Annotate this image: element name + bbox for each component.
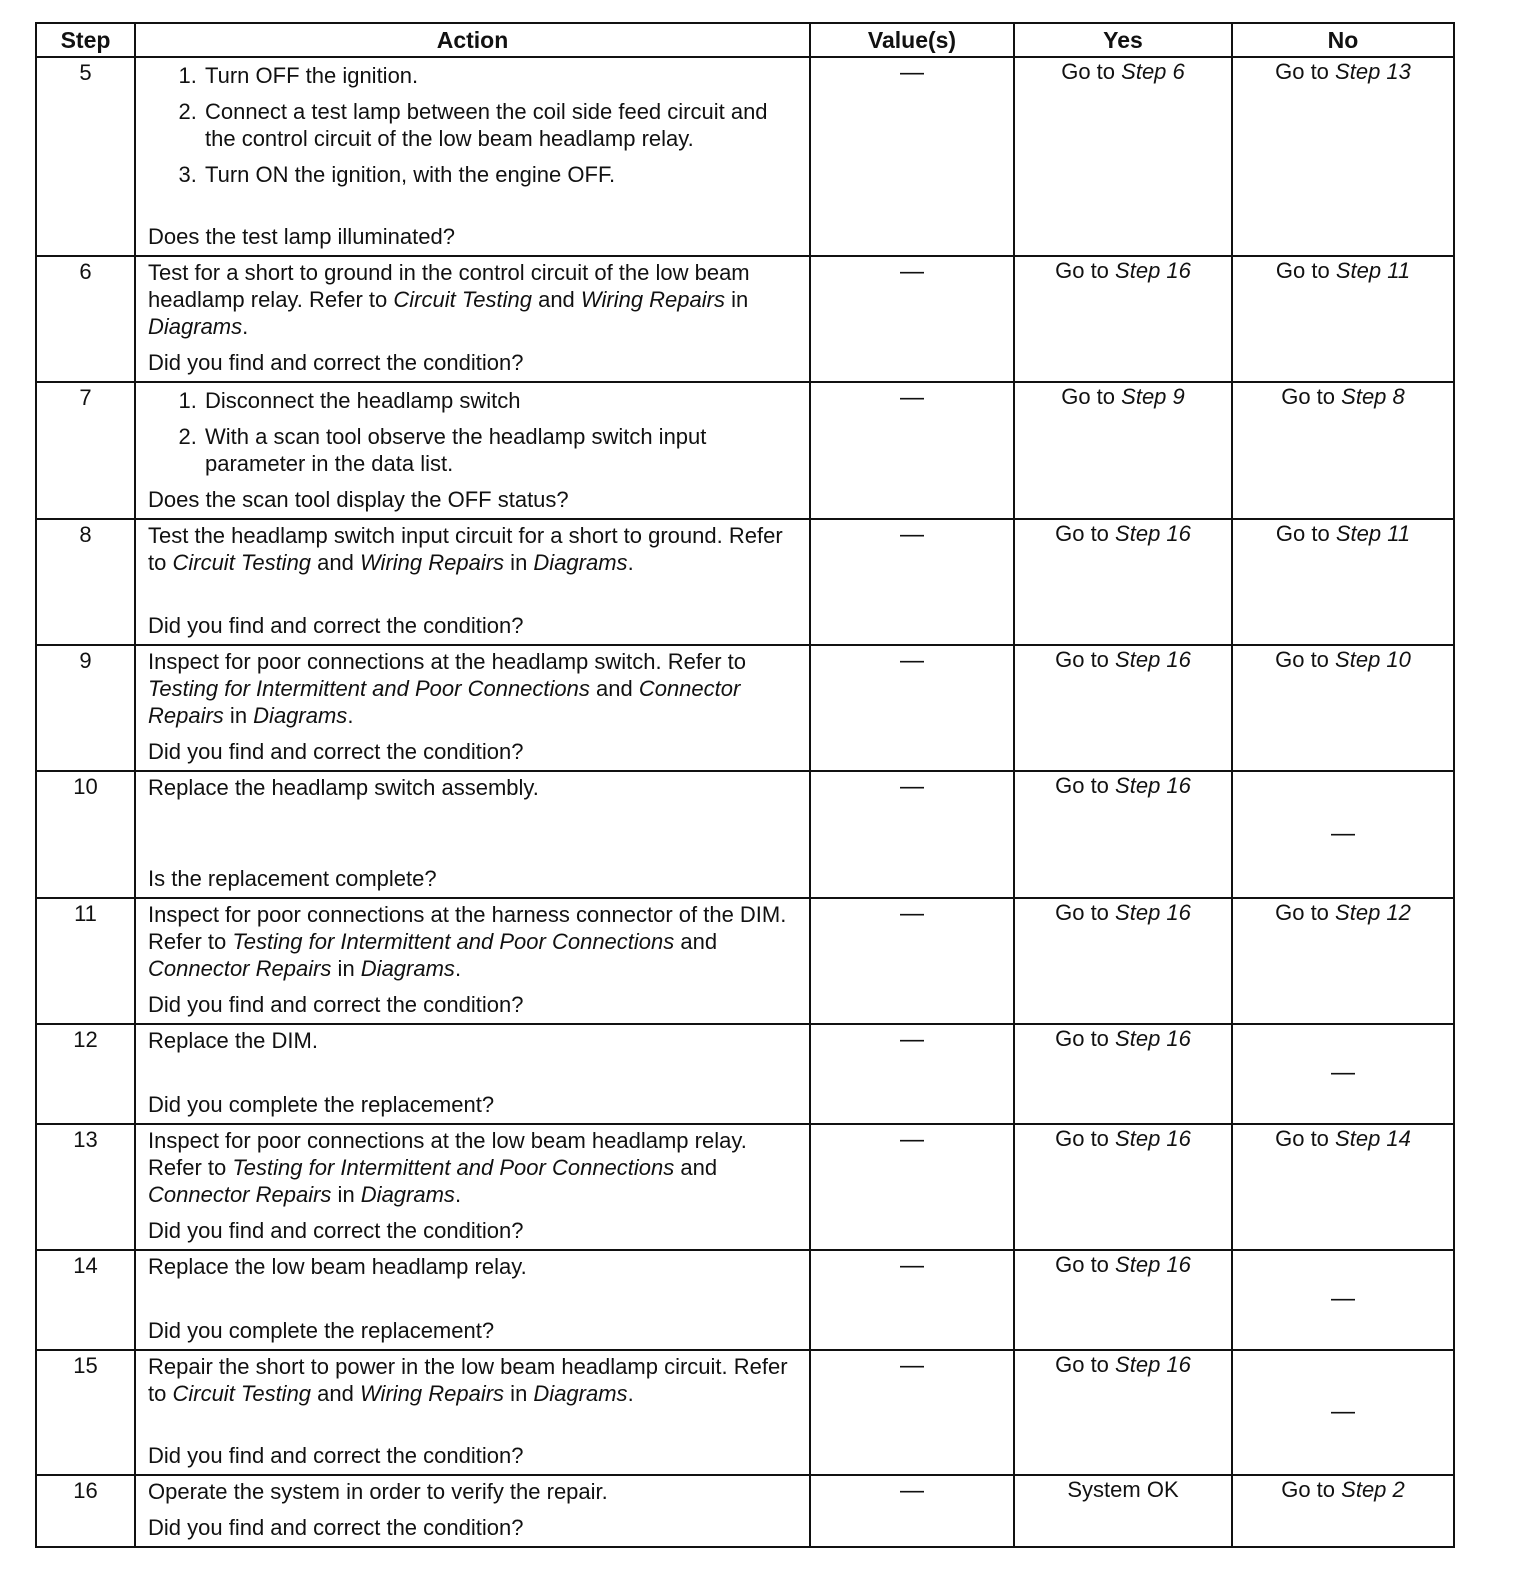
reference-link-text: Connector Repairs <box>148 956 332 981</box>
reference-link-text: Diagrams <box>360 956 455 981</box>
action-content <box>148 901 801 1018</box>
no-target-step: Step 14 <box>1335 1126 1411 1151</box>
no-cell <box>1232 1350 1454 1475</box>
action-question: Is the replacement complete? <box>148 866 437 891</box>
value-cell: — <box>810 382 1014 519</box>
step-number: 5 <box>36 57 135 256</box>
action-text-segment: in <box>504 1381 534 1406</box>
action-text <box>148 774 801 801</box>
go-to-label: Go to <box>1055 647 1109 672</box>
action-text-segment: in <box>223 703 254 728</box>
no-cell <box>1232 1124 1454 1250</box>
action-text-segment: Replace the low beam headlamp relay. <box>148 1254 527 1279</box>
action-question: Did you complete the replacement? <box>148 1318 495 1343</box>
no-result-text: — <box>1331 1285 1355 1312</box>
no-cell <box>1232 382 1454 519</box>
action-text-segment: . <box>347 703 354 728</box>
go-to-label: Go to <box>1275 1126 1329 1151</box>
no-result-text: — <box>1331 1397 1355 1425</box>
action-text-segment: . <box>242 314 249 339</box>
go-to-label: Go to <box>1275 258 1330 283</box>
no-cell <box>1232 57 1454 256</box>
action-text <box>148 648 801 729</box>
table-row <box>36 645 1454 771</box>
numbered-step: 2. With a scan tool observe the headlamp switch input parameter in the data list. <box>203 423 801 477</box>
header-step: Step <box>36 23 135 57</box>
action-instructions <box>148 774 801 801</box>
no-result-text: — <box>1331 1059 1355 1086</box>
go-to-label: Go to <box>1275 647 1329 672</box>
step-number: 6 <box>36 256 135 382</box>
value-cell: — <box>810 1024 1014 1124</box>
header-no: No <box>1232 23 1454 57</box>
action-content <box>148 774 801 892</box>
action-instructions <box>148 385 801 486</box>
go-to-label: Go to <box>1275 59 1329 84</box>
no-target-step: Step 13 <box>1335 59 1411 84</box>
action-question: Did you find and correct the condition? <box>148 1515 524 1540</box>
action-text-segment: Inspect for poor connections at the harness connector of the DIM. Refer to <box>148 902 787 954</box>
action-text-segment: . <box>454 1182 462 1207</box>
no-result-text: — <box>1331 819 1355 847</box>
action-text-segment: Test the headlamp switch input circuit for a short to ground. Refer to <box>148 523 783 575</box>
reference-link-text: Diagrams <box>148 314 243 339</box>
action-cell <box>135 1475 810 1547</box>
yes-cell <box>1014 382 1232 519</box>
step-number: 14 <box>36 1250 135 1350</box>
action-cell <box>135 1250 810 1350</box>
action-cell <box>135 645 810 771</box>
value-cell: — <box>810 1124 1014 1250</box>
numbered-step: 1. Turn OFF the ignition. <box>203 62 801 89</box>
action-content <box>148 1353 801 1469</box>
value-cell: — <box>810 1350 1014 1475</box>
action-text <box>148 1127 801 1208</box>
header-yes: Yes <box>1014 23 1232 57</box>
action-cell <box>135 1350 810 1475</box>
action-text-segment: and <box>311 550 360 575</box>
yes-cell <box>1014 898 1232 1024</box>
step-number: 15 <box>36 1350 135 1475</box>
go-to-label: Go to <box>1275 900 1329 925</box>
yes-cell <box>1014 256 1232 382</box>
table-row <box>36 519 1454 645</box>
action-content <box>148 1027 801 1118</box>
action-text-segment: Replace the headlamp switch assembly. <box>148 775 539 800</box>
step-number: 12 <box>36 1024 135 1124</box>
yes-target-step: Step 16 <box>1115 647 1191 672</box>
yes-target-step: Step 16 <box>1115 1252 1191 1277</box>
yes-target-step: Step 16 <box>1115 1352 1191 1377</box>
table-row <box>36 1475 1454 1547</box>
table-row <box>36 1024 1454 1124</box>
action-content <box>148 1253 801 1344</box>
action-text-segment: Inspect for poor connections at the low beam headlamp relay. Refer to <box>148 1128 747 1180</box>
reference-link-text: Diagrams <box>360 1182 455 1207</box>
go-to-label: Go to <box>1275 521 1330 546</box>
action-text-segment: in <box>331 956 361 981</box>
value-cell: — <box>810 1250 1014 1350</box>
action-text-segment: Replace the DIM. <box>148 1028 318 1053</box>
yes-cell <box>1014 1124 1232 1250</box>
action-cell <box>135 256 810 382</box>
action-text <box>148 259 801 340</box>
step-number: 10 <box>36 771 135 898</box>
action-content <box>148 648 801 765</box>
action-instructions <box>148 259 801 340</box>
no-target-step: Step 11 <box>1335 258 1411 283</box>
action-text <box>148 1253 801 1280</box>
no-target-step: Step 11 <box>1335 521 1411 546</box>
numbered-step: 3. Turn ON the ignition, with the engine OFF. <box>203 161 801 188</box>
step-number: 11 <box>36 898 135 1024</box>
no-target-step: Step 2 <box>1341 1477 1405 1502</box>
action-cell <box>135 519 810 645</box>
yes-cell <box>1014 645 1232 771</box>
reference-link-text: Testing for Intermittent and Poor Connections <box>232 929 675 954</box>
action-cell <box>135 1024 810 1124</box>
no-target-step: Step 12 <box>1335 900 1411 925</box>
step-number: 16 <box>36 1475 135 1547</box>
diagnostic-table <box>35 22 1455 1548</box>
yes-target-step: Step 16 <box>1115 900 1191 925</box>
numbered-steps <box>148 62 801 188</box>
action-question: Did you complete the replacement? <box>148 1092 495 1117</box>
action-content <box>148 259 801 376</box>
action-cell <box>135 1124 810 1250</box>
action-content <box>148 60 801 250</box>
action-text-segment: and <box>589 676 639 701</box>
step-number: 7 <box>36 382 135 519</box>
action-text-segment: in <box>504 550 534 575</box>
value-cell: — <box>810 256 1014 382</box>
yes-cell <box>1014 57 1232 256</box>
action-question: Did you find and correct the condition? <box>148 992 524 1017</box>
action-text-segment: . <box>627 550 634 575</box>
value-cell: — <box>810 771 1014 898</box>
value-cell: — <box>810 898 1014 1024</box>
action-question: Did you find and correct the condition? <box>148 1443 524 1468</box>
reference-link-text: Wiring Repairs <box>580 287 725 312</box>
reference-link-text: Wiring Repairs <box>359 550 505 575</box>
go-to-label: Go to <box>1055 1026 1109 1051</box>
action-text <box>148 1353 801 1407</box>
table-row <box>36 57 1454 256</box>
action-instructions <box>148 1027 801 1054</box>
no-cell <box>1232 898 1454 1024</box>
yes-cell <box>1014 519 1232 645</box>
go-to-label: Go to <box>1055 1352 1109 1377</box>
reference-link-text: Diagrams <box>533 1381 628 1406</box>
go-to-label: Go to <box>1281 1477 1336 1502</box>
go-to-label: Go to <box>1055 1126 1109 1151</box>
yes-target-step: Step 6 <box>1121 59 1185 84</box>
step-number: 8 <box>36 519 135 645</box>
reference-link-text: Circuit Testing <box>172 1381 312 1406</box>
table-row <box>36 771 1454 898</box>
no-cell <box>1232 256 1454 382</box>
action-text-segment: Operate the system in order to verify the repair. <box>148 1479 608 1504</box>
action-content <box>148 522 801 639</box>
table-row <box>36 898 1454 1024</box>
action-question: Did you find and correct the condition? <box>148 350 524 375</box>
numbered-step: 1. Disconnect the headlamp switch <box>203 387 801 414</box>
action-cell <box>135 57 810 256</box>
action-text-segment: in <box>724 287 749 312</box>
action-text-segment: in <box>331 1182 361 1207</box>
go-to-label: Go to <box>1281 384 1336 409</box>
action-text <box>148 1478 801 1505</box>
table-row <box>36 382 1454 519</box>
go-to-label: Go to <box>1055 900 1109 925</box>
yes-target-step: Step 9 <box>1121 384 1185 409</box>
yes-cell <box>1014 1475 1232 1547</box>
reference-link-text: Connector Repairs <box>148 676 741 728</box>
no-target-step: Step 10 <box>1335 647 1411 672</box>
value-cell: — <box>810 645 1014 771</box>
table-row <box>36 1250 1454 1350</box>
action-text <box>148 522 801 576</box>
value-cell: — <box>810 519 1014 645</box>
action-question: Did you find and correct the condition? <box>148 613 524 638</box>
yes-cell <box>1014 1024 1232 1124</box>
action-text-segment: and <box>531 287 581 312</box>
action-instructions <box>148 1353 801 1407</box>
yes-target-step: Step 16 <box>1115 1026 1191 1051</box>
value-cell: — <box>810 57 1014 256</box>
yes-target-step: Step 16 <box>1115 773 1191 798</box>
step-number: 9 <box>36 645 135 771</box>
action-instructions <box>148 522 801 576</box>
numbered-steps <box>148 387 801 477</box>
action-question: Does the scan tool display the OFF status? <box>148 487 569 512</box>
header-action: Action <box>135 23 810 57</box>
action-text <box>148 901 801 982</box>
step-number: 13 <box>36 1124 135 1250</box>
action-instructions <box>148 1478 801 1505</box>
action-instructions <box>148 1253 801 1280</box>
reference-link-text: Diagrams <box>533 550 628 575</box>
action-question: Does the test lamp illuminated? <box>148 224 455 249</box>
header-row <box>36 23 1454 57</box>
action-question: Did you find and correct the condition? <box>148 739 524 764</box>
go-to-label: Go to <box>1055 773 1109 798</box>
no-target-step: Step 8 <box>1341 384 1405 409</box>
reference-link-text: Circuit Testing <box>393 287 532 312</box>
action-text-segment: and <box>674 1155 718 1180</box>
yes-result-text: System OK <box>1067 1477 1179 1502</box>
action-cell <box>135 898 810 1024</box>
reference-link-text: Testing for Intermittent and Poor Connections <box>148 676 590 701</box>
numbered-step: 2. Connect a test lamp between the coil side feed circuit and the control circuit of the low beam headlamp relay. <box>203 98 801 152</box>
action-text-segment: . <box>627 1381 634 1406</box>
no-cell <box>1232 519 1454 645</box>
action-content <box>148 385 801 513</box>
no-cell <box>1232 1475 1454 1547</box>
value-cell: — <box>810 1475 1014 1547</box>
action-instructions <box>148 901 801 982</box>
action-content <box>148 1127 801 1244</box>
go-to-label: Go to <box>1055 521 1109 546</box>
go-to-label: Go to <box>1061 59 1116 84</box>
action-text-segment: and <box>311 1381 360 1406</box>
go-to-label: Go to <box>1061 384 1116 409</box>
no-cell <box>1232 645 1454 771</box>
yes-cell <box>1014 1250 1232 1350</box>
table-row <box>36 1124 1454 1250</box>
action-text-segment: Inspect for poor connections at the headlamp switch. Refer to <box>148 649 746 674</box>
action-text-segment: Repair the short to power in the low beam headlamp circuit. Refer to <box>148 1354 788 1406</box>
no-cell <box>1232 1024 1454 1124</box>
action-text-segment: Test for a short to ground in the control circuit of the low beam headlamp relay. Refer to <box>148 260 750 312</box>
action-text-segment: and <box>674 929 718 954</box>
yes-cell <box>1014 771 1232 898</box>
yes-target-step: Step 16 <box>1115 521 1191 546</box>
action-instructions <box>148 648 801 729</box>
header-values: Value(s) <box>810 23 1014 57</box>
reference-link-text: Testing for Intermittent and Poor Connections <box>232 1155 675 1180</box>
reference-link-text: Circuit Testing <box>172 550 312 575</box>
go-to-label: Go to <box>1055 258 1109 283</box>
yes-target-step: Step 16 <box>1115 1126 1191 1151</box>
action-content <box>148 1478 801 1541</box>
yes-target-step: Step 16 <box>1115 258 1191 283</box>
reference-link-text: Connector Repairs <box>148 1182 332 1207</box>
action-question: Did you find and correct the condition? <box>148 1218 524 1243</box>
action-instructions <box>148 60 801 197</box>
table-row <box>36 1350 1454 1475</box>
table-row <box>36 256 1454 382</box>
action-text <box>148 1027 801 1054</box>
no-cell <box>1232 1250 1454 1350</box>
action-cell <box>135 382 810 519</box>
action-text-segment: . <box>454 956 462 981</box>
reference-link-text: Wiring Repairs <box>359 1381 505 1406</box>
yes-cell <box>1014 1350 1232 1475</box>
table-body <box>36 57 1454 1547</box>
action-cell <box>135 771 810 898</box>
action-instructions <box>148 1127 801 1208</box>
no-cell <box>1232 771 1454 898</box>
reference-link-text: Diagrams <box>253 703 348 728</box>
go-to-label: Go to <box>1055 1252 1109 1277</box>
